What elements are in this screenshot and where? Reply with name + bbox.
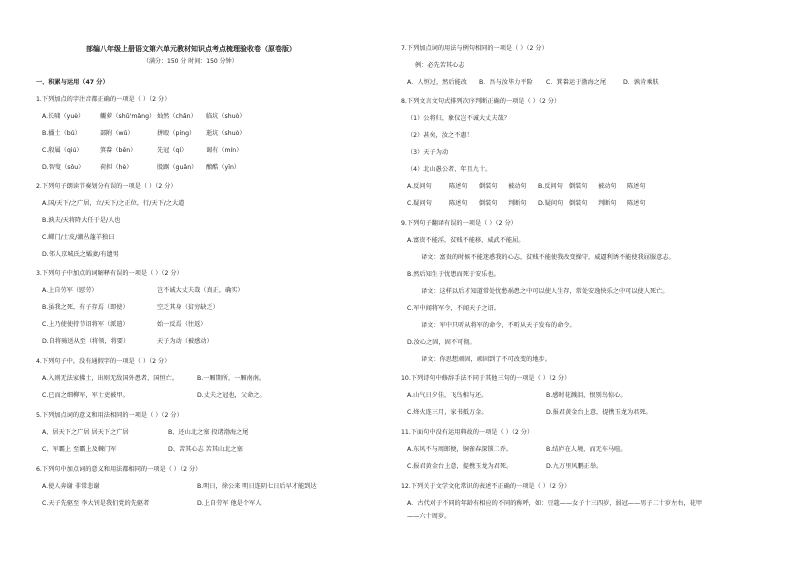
q4-option: C.已而之细柳军，军士吏被甲。 [42,392,129,399]
q1-option: A.长啸（yuè） [42,113,85,120]
q6-option: D.上自劳军 他是个军人 [197,500,262,507]
q1-option: 部附（wǔ） [100,130,134,137]
q11-option: B.结庐在人境，而无车马喧。 [546,446,627,453]
q8-option: 判断句 [598,200,617,207]
q12-option-a-continued: ——六十周岁。 [407,513,451,520]
question-3-stem: 3.下列句子中加点的词解释有误的一项是（ ）（2 分） [36,270,183,277]
question-2-stem: 2.下列句子朗读节奏划分有误的一项是（ ）（2 分） [36,183,177,190]
q10-option: C.烽火连三月，家书抵万金。 [407,409,488,416]
page-subtitle: （满分：150 分 时间：150 分钟） [143,58,238,65]
q7-option: B．吾与汝毕力平险 [479,79,533,86]
q5-option: A、居天下之广居 居天下之广居 [42,429,129,436]
q1-option: 股踞（guǎn） [157,164,198,171]
question-7-stem: 7.下列加点词的用法与例句相同的一项是（ ）（2 分） [401,45,548,52]
q8-option: 判断句 [508,200,527,207]
q1-option: 拼殴（píng） [157,130,196,137]
q10-option: D.报君黄金台上意，提携玉龙为君死。 [546,409,652,416]
q3-option: 始一反焉（往返） [157,321,207,328]
q6-option: A.使人奔谢 非常悲谢 [42,483,100,490]
q12-option-a: A．古代对于不同的年龄有相应的不同的称呼，如：豆蔻——女子十三四岁，弱冠——男子二十岁左右，花甲 [407,500,703,507]
q8-option: 陈述句 [627,200,646,207]
q3-option: B.虽我之死，有子存焉（即使） [42,304,129,311]
section-heading: 一、积累与运用（47 分） [36,79,109,86]
question-10-stem: 10.下列诗句中修辞手法不同于其他三句的一项是（ ）（2 分） [401,375,571,382]
page-title: 部编八年级上册语文第六单元教材知识点考点梳理验收卷（原卷版） [86,45,296,53]
q1-option: 谒有（mín） [206,147,243,154]
q3-option: 岂不诚大丈夫哉（真正，确实） [157,287,244,294]
q9-translation-c: 译文：军中只听从将军的命令，不听从天子发布的命令。 [421,322,576,329]
q8-option: 被动句 [598,183,617,190]
q9-translation-a: 译文：富贵的时候不能迷惑我的心志，贫贱不能使我改变操守，威逼利诱不能使我屈服意志。 [421,254,675,261]
q11-option: C.报君黄金台上意，提携玉龙为君死。 [407,463,513,470]
q11-option: A.东风不与周郎便，铜雀春深锁二乔。 [407,446,513,453]
q9-option-a: A.富贵不能淫，贫贱不能移，威武不能屈。 [407,237,525,244]
q1-option: 临坑（shuò） [206,113,246,120]
q5-option: C、军霸上 至霸上及棘门军 [42,446,117,453]
q8-option: A.反问句 [407,183,432,190]
q1-option: 酿酷（yīn） [206,164,241,171]
q2-option-c: C.鳏门/士皮/潮丛蓬羊独曰 [42,234,115,241]
q8-option: D.疑问句 [538,200,564,207]
q8-option: 被动句 [508,183,527,190]
q5-option: D、苦其心志 苦其山北之塞 [168,446,243,453]
question-5-stem: 5.下列加点词的意义和用法相同的一项是（ ）（2 分） [36,412,183,419]
question-4-stem: 4.下列句子中，没有通假字的一项是（ ）（2 分） [36,358,171,365]
q1-option: 觸萝（shǔ'mǎng） [100,113,156,120]
q2-option-d: D.邻人京城氏之孀妻/有遗男 [42,251,119,258]
q1-option: 荷担（hè） [100,164,133,171]
q7-option: A．人恒过，然后能改 [407,79,467,86]
q8-option: 陈述句 [449,183,468,190]
q1-option: 箕畚（běn） [100,147,137,154]
q9-option-b: B.然后知生于忧患而死于安乐也。 [407,271,500,278]
q5-option: B、还山北之塞 投诸渤海之尾 [168,429,249,436]
q11-option: D.九万里风鹏正举。 [546,463,603,470]
q7-example: 例：必先苦其心志 [415,62,465,69]
question-6-stem: 6.下列句中加点词的意义和用法都相同的一项是（ ）（2 分） [36,466,202,473]
q1-option: D.智叟（sǒu） [42,164,85,171]
q8-option: 倒装句 [479,183,498,190]
q9-translation-b: 译文：这样以后才知道常处忧愁祸患之中可以使人生存，常处安逸快乐之中可以使人死亡。 [421,288,669,295]
question-8-stem: 8.下列文言文句式排列次序判断正确的一项是（ ）（2 分） [401,98,561,105]
q9-option-d: D.汝心之固，固不可彻。 [407,339,476,346]
q8-option: C.疑问句 [407,200,432,207]
q1-option: 先冠（qí） [157,147,188,154]
q8-option: 倒装句 [569,200,588,207]
q8-option: 倒装句 [479,200,498,207]
q8-option: 陈述句 [627,183,646,190]
q3-option: A.上自劳军（慰劳） [42,287,98,294]
q3-option: C.上乃使使持节诏将军（派遣） [42,321,129,328]
q4-option: A.入则无法家拂士，出则无敌国外患者，国恒亡。 [42,375,179,382]
question-9-stem: 9.下列句子翻译有误的一项是（ ）（2 分） [401,220,517,227]
question-12-stem: 12.下列关于文学文化常识的表述不正确的一项是（ ）（2 分） [401,483,571,490]
q1-option: B.播土（bǔ） [42,130,81,137]
q2-option-a: A.国/天下/之广居，立/天下/之正位，行/天下/之大道 [42,200,185,207]
q3-option: 空乏其身（贫穷缺乏） [157,304,219,311]
q6-option: C.天子先驱至 李大钊是我们党的先驱者 [42,500,150,507]
q8-sentence: （1）公将归，象仪岂不诚大丈夫哉？ [407,115,510,122]
q8-option: B.反问句 [538,183,563,190]
q8-sentence: （4）北山愚公者，年且九十。 [407,166,492,173]
q9-translation-d: 译文：你思想顽固，顽固到了不可改变的地步。 [421,356,551,363]
q1-option: 逝坑（shuò） [206,130,246,137]
q7-option: D．孰肯乘肤 [623,79,659,86]
q10-option: B.感时花溅泪，恨别鸟惊心。 [546,392,627,399]
q2-option-b: B.孰夫/天将降大任于是/人也 [42,217,121,224]
q8-option: 倒装句 [569,183,588,190]
q1-option: C.殷属（qiú） [42,147,83,154]
q9-option-c: C.军中闻将军令，不闻天子之诏。 [407,305,500,312]
q8-sentence: （2）甚矣，汝之不惠！ [407,132,473,139]
q7-option: C．箕畚运于渤海之尾 [546,79,607,86]
q8-option: 陈述句 [449,200,468,207]
question-11-stem: 11.下面句中没有运用典故的一项是（ ）（2 分） [401,429,534,436]
q4-option: B.一厢期所，一厢南南。 [197,375,266,382]
q4-option: D.丈夫之冠也，父命之。 [197,392,266,399]
q3-option: 天子为动（被感动） [157,338,213,345]
q10-option: A.山气日夕佳，飞鸟相与还。 [407,392,488,399]
q6-option: B.明日，徐公来 明日连阴七日后早才能到达 [197,483,317,490]
q1-option: 灿然（chǎn） [157,113,197,120]
question-1-stem: 1.下列加点的字注音都正确的一项是（ ）（2 分） [36,96,171,103]
q8-sentence: （3）天子为动 [407,149,449,156]
q3-option: D.自将骑送从至（将领，将要） [42,338,130,345]
